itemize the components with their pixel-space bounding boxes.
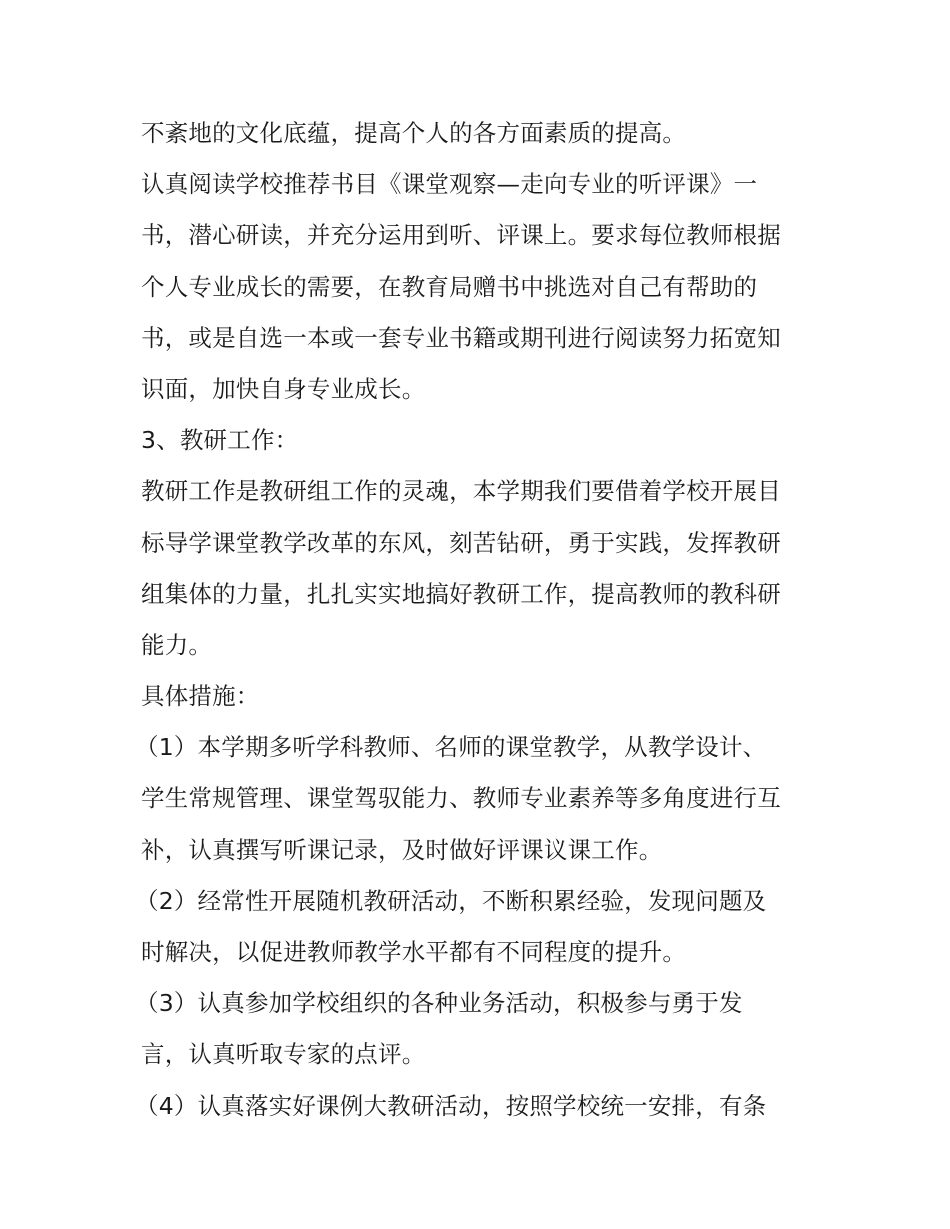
section-heading: 3、教研工作： — [141, 426, 299, 455]
text-line: 教研工作是教研组工作的灵魂，本学期我们要借着学校开展目 — [141, 477, 781, 506]
list-item-line: （3）认真参加学校组织的各种业务活动，积极参与勇于发 — [135, 989, 743, 1018]
text-line: 认真阅读学校推荐书目《课堂观察—走向专业的听评课》一 — [141, 170, 758, 199]
text-line: 学生常规管理、课堂驾驭能力、教师专业素养等多角度进行互 — [141, 784, 781, 813]
document-body — [135, 108, 831, 1132]
text-line: 书，或是自选一本或一套专业书籍或期刊进行阅读努力拓宽知 — [141, 323, 781, 352]
text-line: 能力。 — [141, 630, 213, 659]
text-line: 时解决，以促进教师教学水平都有不同程度的提升。 — [141, 938, 687, 966]
text-line: 组集体的力量，扎扎实实地搞好教研工作，提高教师的教科研 — [141, 579, 781, 608]
text-line: 标导学课堂教学改革的东风，刻苦钻研，勇于实践，发挥教研 — [141, 528, 781, 557]
text-line: 个人专业成长的需要，在教育局赠书中挑选对自己有帮助的 — [141, 272, 758, 301]
text-line: 书，潜心研读，并充分运用到听、评课上。要求每位教师根据 — [141, 221, 781, 250]
text-line: 言，认真听取专家的点评。 — [141, 1040, 426, 1069]
text-line: 补，认真撰写听课记录，及时做好评课议课工作。 — [141, 835, 663, 864]
text-line: 不紊地的文化底蕴，提高个人的各方面素质的提高。 — [141, 119, 687, 147]
list-item-line: （4）认真落实好课例大教研活动，按照学校统一安排，有条 — [135, 1091, 767, 1120]
text-line: 识面，加快自身专业成长。 — [141, 374, 426, 403]
list-item-line: （2）经常性开展随机教研活动，不断积累经验，发现问题及 — [135, 886, 767, 915]
subsection-heading: 具体措施： — [141, 682, 260, 711]
list-item-line: （1）本学期多听学科教师、名师的课堂教学，从教学设计、 — [135, 733, 767, 762]
